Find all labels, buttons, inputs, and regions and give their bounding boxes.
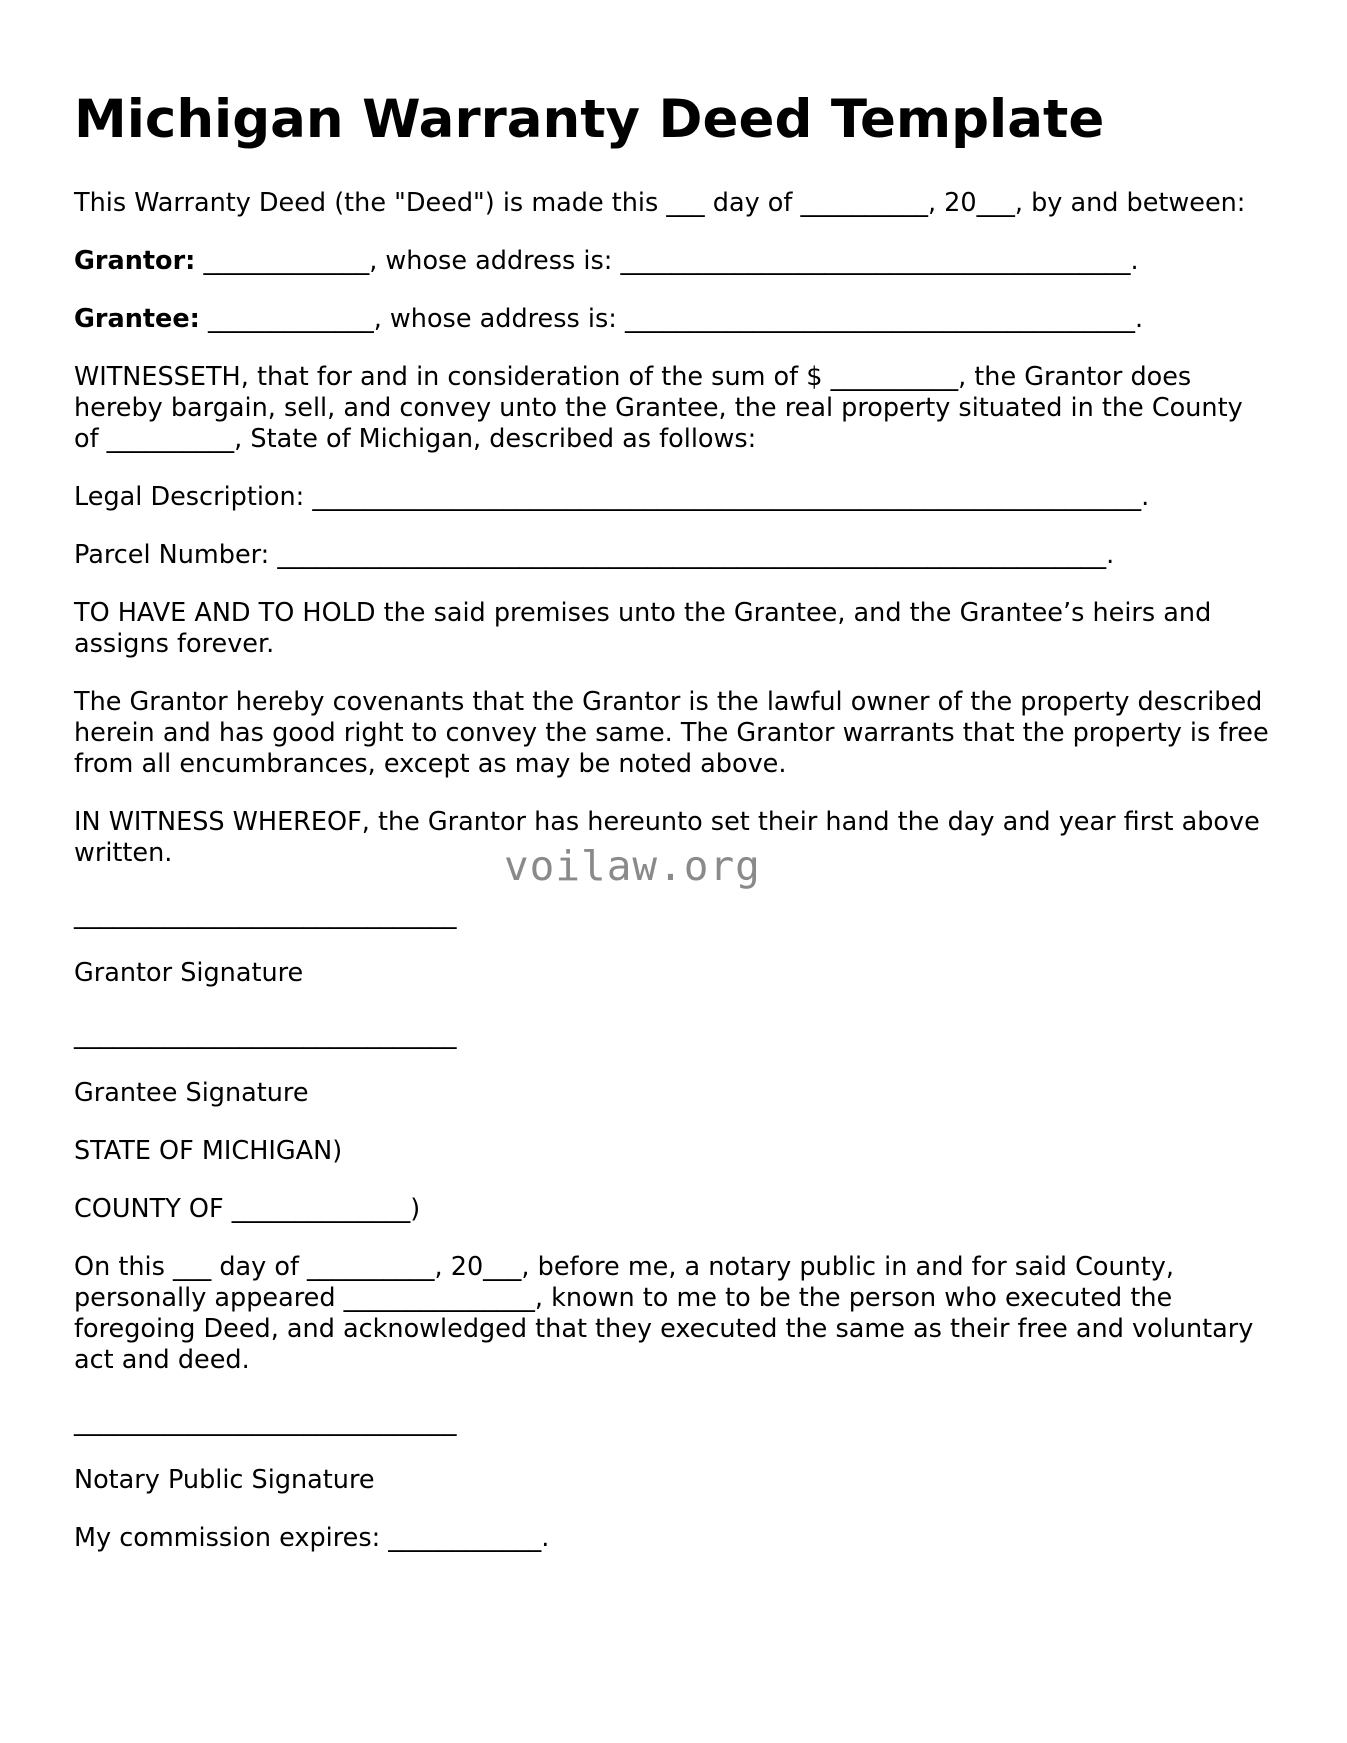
grantee-signature-line: ______________________________ — [74, 1019, 457, 1050]
grantee-signature-label: Grantee Signature — [74, 1077, 309, 1108]
grantor-signature-label: Grantor Signature — [74, 957, 304, 988]
notary-county-line: COUNTY OF ______________) — [74, 1193, 421, 1224]
grantee-line — [74, 304, 1274, 335]
notary-acknowledgment-paragraph: On this ___ day of __________, 20___, before me, a notary public in and for said County, personally appeared _______________, known to me to be the person who executed the foregoing Deed, and acknowledged that they executed the same as their free and voluntary act and deed. — [74, 1251, 1254, 1375]
grantee-fields: _____________, whose address is: ________________________________________. — [199, 303, 1144, 334]
covenant-paragraph: The Grantor hereby covenants that the Grantor is the lawful owner of the property described herein and has good right to convey the same. The Grantor warrants that the property is free from all encumbrances, except as may be noted above. — [74, 686, 1269, 779]
page-title: Michigan Warranty Deed Template — [74, 89, 1105, 150]
grantor-fields: _____________, whose address is: ________________________________________. — [195, 245, 1139, 276]
notary-signature-label: Notary Public Signature — [74, 1464, 375, 1495]
intro-paragraph: This Warranty Deed (the "Deed") is made this ___ day of __________, 20___, by and between: — [74, 187, 1246, 218]
notary-signature-line: ______________________________ — [74, 1406, 457, 1437]
grantor-label: Grantor: — [74, 245, 196, 276]
watermark: voilaw.org — [504, 842, 761, 890]
commission-expires-line: My commission expires: ____________. — [74, 1522, 550, 1553]
legal-description-line: Legal Description: _________________________________________________________________. — [74, 481, 1150, 512]
grantor-line — [74, 246, 1274, 277]
habendum-paragraph: TO HAVE AND TO HOLD the said premises unto the Grantee, and the Grantee’s heirs and assigns forever. — [74, 597, 1212, 659]
deed-document — [74, 88, 1274, 1581]
in-witness-paragraph: IN WITNESS WHEREOF, the Grantor has hereunto set their hand the day and year first above written. — [74, 806, 1260, 868]
witnesseth-paragraph: WITNESSETH, that for and in consideration of the sum of $ __________, the Grantor does hereby bargain, sell, and convey unto the Grantee, the real property situated in the County of __________, State of Michigan, described as follows: — [74, 361, 1243, 454]
parcel-number-line: Parcel Number: _________________________________________________________________. — [74, 539, 1115, 570]
grantor-signature-line: ______________________________ — [74, 899, 457, 930]
notary-state-line: STATE OF MICHIGAN) — [74, 1135, 343, 1166]
grantee-label: Grantee: — [74, 303, 200, 334]
